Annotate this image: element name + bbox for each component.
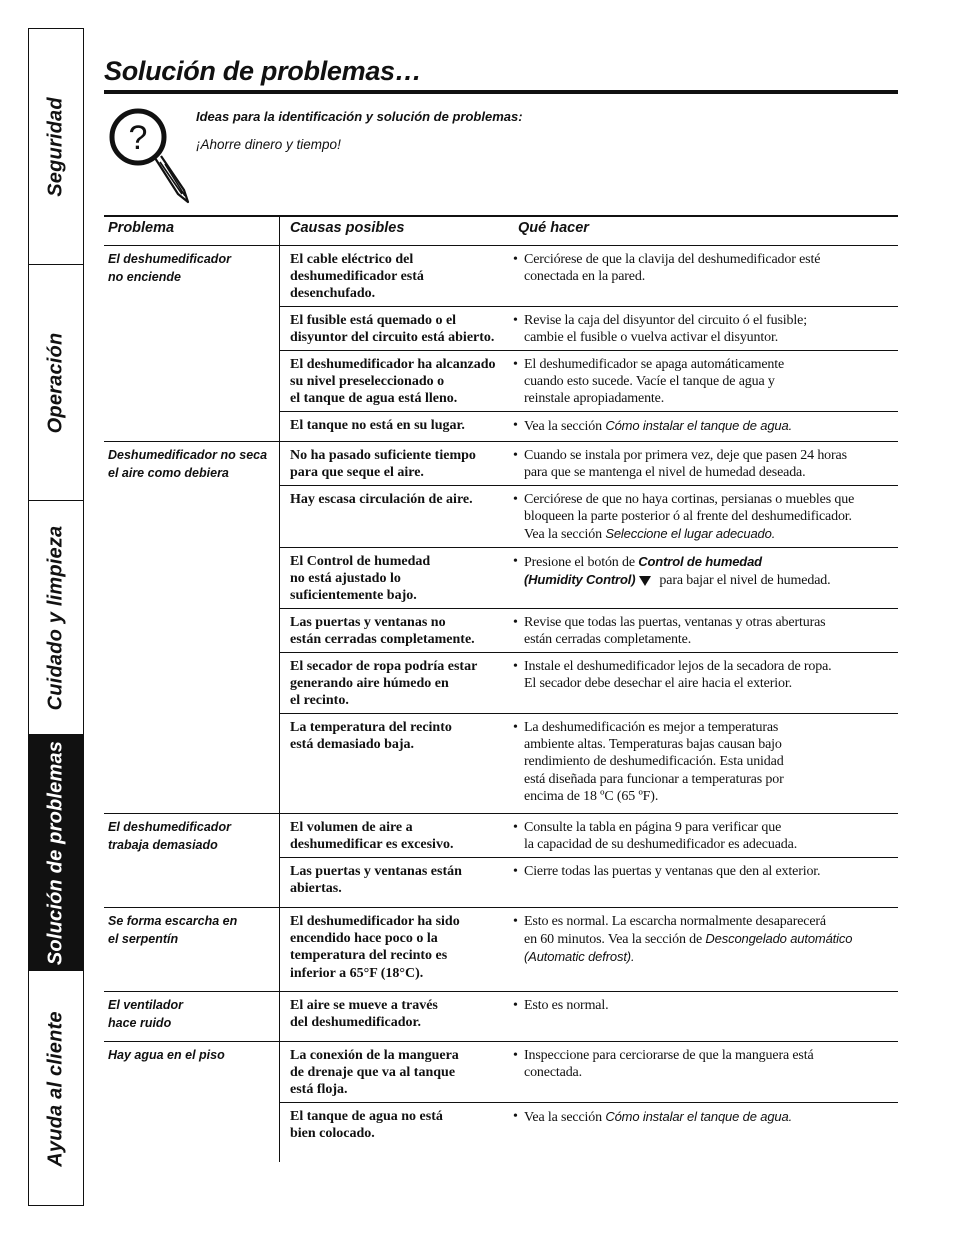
bullet-icon: •	[513, 720, 518, 735]
table-row	[280, 991, 898, 1041]
problem-group	[104, 1041, 898, 1162]
table-row	[280, 713, 898, 813]
table-row	[280, 485, 898, 547]
problem-group	[104, 991, 898, 1041]
cause-text: El fusible está quemado o el disyuntor del circuito está abierto.	[290, 313, 495, 346]
bullet-icon: •	[513, 418, 518, 433]
action-lead: Esto es normal. La escarcha normalmente desaparecerá en 60 minutos. Vea la sección de	[524, 914, 826, 948]
section-reference-english[interactable]: (Automatic defrost).	[524, 949, 635, 965]
bullet-icon: •	[513, 998, 518, 1013]
action-text	[524, 491, 898, 544]
bullet-icon: •	[513, 313, 518, 328]
action-text	[524, 1108, 898, 1126]
intro-subheading: ¡Ahorre dinero y tiempo!	[196, 137, 341, 152]
action-text: Cerciórese de que la clavija del deshumedificador esté conectada en la pared.	[524, 252, 821, 285]
action-text: Instale el deshumedificador lejos de la secadora de ropa. El secador debe desechar el aire hacia el exterior.	[524, 659, 832, 692]
cause-text: El cable eléctrico del deshumedificador está desenchufado.	[290, 252, 424, 302]
header-action: Qué hacer	[518, 220, 589, 236]
cause-text: El secador de ropa podría estar generando aire húmedo en el recinto.	[290, 659, 478, 709]
header-cause: Causas posibles	[290, 220, 405, 236]
table-row	[280, 411, 898, 441]
problem-label: El deshumedificador trabaja demasiado	[108, 820, 231, 852]
bullet-icon: •	[513, 554, 518, 569]
tab-ayuda-al-cliente[interactable]	[29, 971, 83, 1206]
action-text: Cuando se instala por primera vez, deje que pasen 24 horas para que se mantenga el nivel de humedad deseada.	[524, 448, 847, 481]
problem-group	[104, 907, 898, 991]
control-name: Control de humedad	[638, 554, 762, 569]
tab-label: Ayuda al cliente	[44, 1010, 67, 1167]
action-text: Revise la caja del disyuntor del circuito ó el fusible; cambie el fusible o vuelva activar el disyuntor.	[524, 313, 807, 346]
tab-operacion[interactable]	[29, 265, 83, 501]
section-reference-link[interactable]: Cómo instalar el tanque de agua.	[605, 1109, 793, 1124]
table-row	[280, 813, 898, 857]
down-arrow-icon	[639, 576, 651, 586]
row-rule	[280, 713, 898, 714]
cause-text: El tanque de agua no está bien colocado.	[290, 1109, 443, 1142]
problem-label: El deshumedificador no enciende	[108, 252, 231, 284]
bullet-icon: •	[513, 357, 518, 372]
table-row	[280, 857, 898, 907]
control-name-english: (Humidity Control)	[524, 572, 636, 588]
bullet-icon: •	[513, 252, 518, 267]
action-text: Esto es normal.	[524, 998, 609, 1013]
section-tabs	[28, 28, 84, 1206]
bullet-icon: •	[513, 448, 518, 463]
tab-label: Operación	[44, 332, 67, 433]
cause-text: El deshumedificador ha alcanzado su nivel preseleccionado o el tanque de agua está lleno.	[290, 357, 496, 407]
tab-solucion-de-problemas[interactable]	[29, 735, 83, 971]
row-rule	[280, 485, 898, 486]
tab-label: Cuidado y limpieza	[44, 525, 67, 710]
row-rule	[280, 652, 898, 653]
action-lead: Cerciórese de que no haya cortinas, persianas o muebles que bloqueen la parte posterior ó al frente del deshumedificador. Vea la sección	[524, 492, 855, 543]
action-text	[524, 553, 898, 589]
action-text: Consulte la tabla en página 9 para verificar que la capacidad de su deshumedificador es adecuada.	[524, 820, 798, 853]
svg-text:?: ?	[128, 119, 148, 157]
table-row	[280, 1102, 898, 1162]
row-rule	[280, 547, 898, 548]
table-row	[280, 1041, 898, 1102]
row-rule	[280, 306, 898, 307]
action-text	[524, 417, 898, 435]
tab-cuidado-y-limpieza[interactable]	[29, 501, 83, 735]
tab-label: Seguridad	[44, 96, 67, 197]
problem-group	[104, 813, 898, 907]
cause-text: Las puertas y ventanas están abiertas.	[290, 864, 462, 897]
row-rule	[280, 411, 898, 412]
bullet-icon: •	[513, 492, 518, 507]
action-lead: Vea la sección	[524, 419, 606, 434]
table-row	[280, 547, 898, 608]
problem-label: Deshumedificador no seca el aire como debiera	[108, 448, 268, 480]
page-title: Solución de problemas…	[104, 56, 422, 86]
table-row	[280, 608, 898, 652]
row-rule	[280, 857, 898, 858]
cause-text: No ha pasado suficiente tiempo para que seque el aire.	[290, 448, 476, 481]
problem-label: Se forma escarcha en el serpentín	[108, 914, 238, 946]
table-row	[280, 652, 898, 713]
header-problem: Problema	[108, 220, 175, 236]
action-text	[524, 913, 898, 967]
action-lead: Vea la sección	[524, 1110, 606, 1125]
cause-text: El Control de humedad no está ajustado lo suficientemente bajo.	[290, 554, 431, 604]
cause-text: Las puertas y ventanas no están cerradas completamente.	[290, 615, 475, 648]
action-text: Revise que todas las puertas, ventanas y otras aberturas están cerradas completamente.	[524, 615, 826, 648]
bullet-icon: •	[513, 864, 518, 879]
cause-text: La temperatura del recinto está demasiado baja.	[290, 720, 452, 753]
tab-seguridad[interactable]	[29, 29, 83, 265]
table-row	[280, 441, 898, 485]
action-text: Cierre todas las puertas y ventanas que den al exterior.	[524, 864, 821, 879]
cause-text: Hay escasa circulación de aire.	[290, 492, 473, 507]
table-row	[280, 306, 898, 350]
bullet-icon: •	[513, 615, 518, 630]
title-rule	[104, 90, 898, 94]
bullet-icon: •	[513, 914, 518, 929]
problem-label: El ventilador hace ruido	[108, 998, 184, 1030]
problem-group	[104, 245, 898, 441]
action-tail: para bajar el nivel de humedad.	[659, 573, 831, 589]
table-row	[280, 907, 898, 991]
action-text: El deshumedificador se apaga automáticamente cuando esto sucede. Vacíe el tanque de agua y reinstale apropiadamente.	[524, 357, 785, 407]
table-row	[280, 350, 898, 411]
intro-heading: Ideas para la identificación y solución de problemas:	[196, 109, 523, 124]
action-text: La deshumedificación es mejor a temperaturas ambiente altas. Temperaturas bajas causan bajo rendimiento de deshumedificación. Esta unidad está diseñada para funcionar a temperaturas por encima de 18 ºC (65 ºF).	[524, 720, 784, 804]
bullet-icon: •	[513, 659, 518, 674]
bullet-icon: •	[513, 1048, 518, 1063]
table-row	[280, 245, 898, 306]
tab-label: Solución de problemas	[44, 740, 67, 965]
row-rule	[280, 350, 898, 351]
bullet-icon: •	[513, 1109, 518, 1124]
table-top-rule	[104, 215, 898, 217]
cause-text: El aire se mueve a través del deshumedificador.	[290, 998, 438, 1031]
section-reference-link[interactable]: Seleccione el lugar adecuado.	[605, 526, 776, 542]
bullet-icon: •	[513, 820, 518, 835]
section-reference-link[interactable]: Descongelado automático	[705, 931, 853, 947]
action-text: Inspeccione para cerciorarse de que la manguera está conectada.	[524, 1048, 814, 1081]
row-rule	[280, 1102, 898, 1103]
action-lead: Presione el botón de	[524, 555, 639, 570]
cause-text: La conexión de la manguera de drenaje que va al tanque está floja.	[290, 1048, 459, 1098]
problem-label: Hay agua en el piso	[108, 1048, 225, 1062]
problem-group	[104, 441, 898, 813]
section-reference-link[interactable]: Cómo instalar el tanque de agua.	[605, 418, 793, 433]
cause-text: El tanque no está en su lugar.	[290, 418, 465, 433]
cause-text: El deshumedificador ha sido encendido hace poco o la temperatura del recinto es inferior a 65°F (18°C).	[290, 914, 460, 981]
cause-text: El volumen de aire a deshumedificar es excesivo.	[290, 820, 454, 853]
row-rule	[280, 608, 898, 609]
question-magnifier-icon	[108, 106, 198, 210]
